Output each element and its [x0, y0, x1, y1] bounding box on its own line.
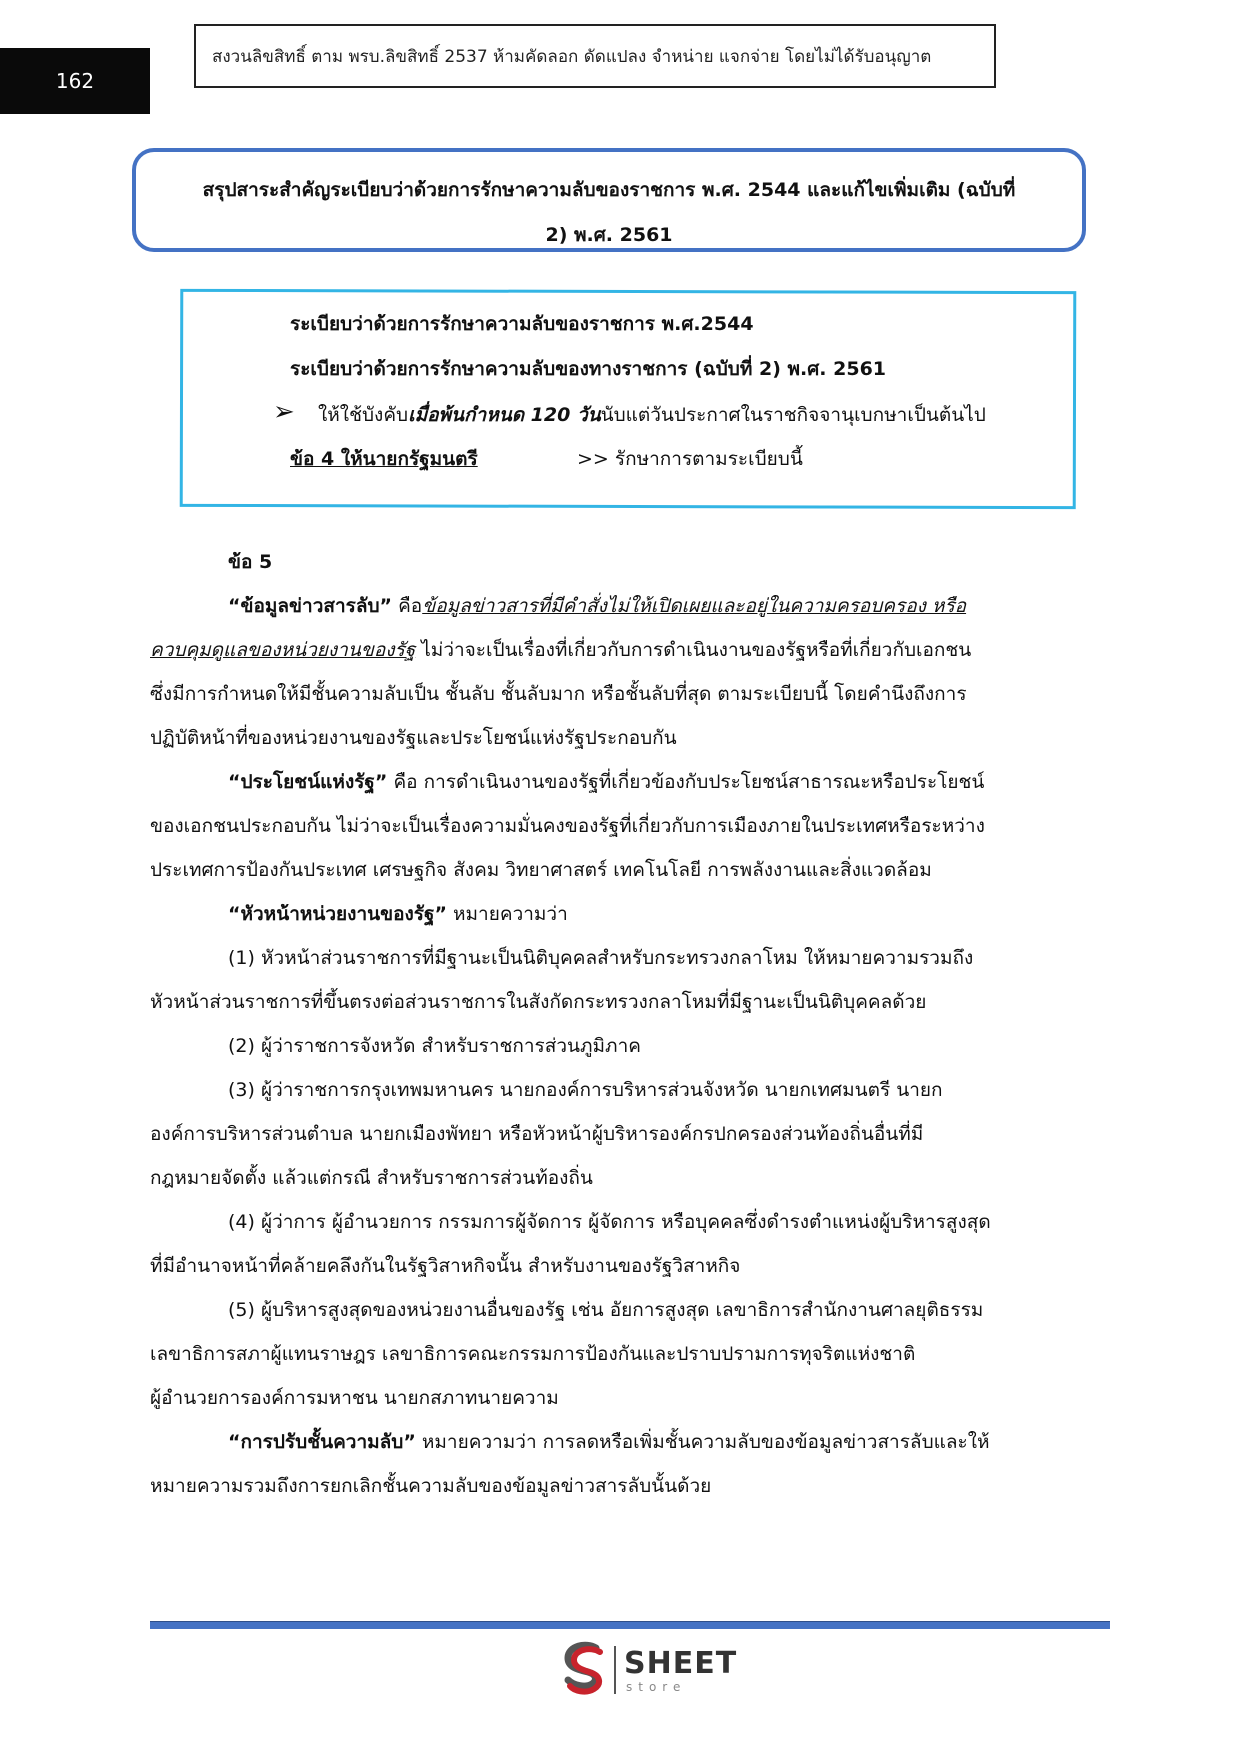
section-heading: ข้อ 5 [228, 551, 273, 573]
item-5-line-2: เลขาธิการสภาผู้แทนราษฎร เลขาธิการคณะกรรมการป้องกันและปราบปรามการทุจริตแห่งชาติ [150, 1343, 916, 1365]
item-2-line-1: (2) ผู้ว่าราชการจังหวัด สำหรับราชการส่วนภูมิภาค [228, 1035, 641, 1057]
item-3-line-3: กฎหมายจัดตั้ง แล้วแต่กรณี สำหรับราชการส่วนท้องถิ่น [150, 1167, 593, 1189]
reclassification-text-1: หมายความว่า การลดหรือเพิ่มชั้นความลับของข้อมูลข่าวสารลับและให้ [415, 1431, 990, 1453]
secret-info-rest-1: ไม่ว่าจะเป็นเรื่องที่เกี่ยวกับการดำเนินงานของรัฐหรือที่เกี่ยวกับเอกชน [415, 639, 972, 661]
secret-info-is: คือ [392, 595, 423, 617]
logo-brand-text: SHEET [624, 1646, 738, 1681]
item-1-line-2: หัวหน้าส่วนราชการที่ขึ้นตรงต่อส่วนราชการในสังกัดกระทรวงกลาโหมที่มีฐานะเป็นนิติบุคคลด้วย [150, 991, 927, 1013]
copyright-text: สงวนลิขสิทธิ์ ตาม พรบ.ลิขสิทธิ์ 2537 ห้ามคัดลอก ดัดแปลง จำหน่าย แจกจ่าย โดยไม่ได้รับอนุญาต [212, 46, 932, 67]
item-3-line-2: องค์การบริหารส่วนตำบล นายกเมืองพัทยา หรือหัวหน้าผู้บริหารองค์กรปกครองส่วนท้องถิ่นอื่นที่มี [150, 1123, 924, 1145]
secret-info-definition-line-3: ซึ่งมีการกำหนดให้มีชั้นความลับเป็น ชั้นลับ ชั้นลับมาก หรือชั้นลับที่สุด ตามระเบียบนี้ โดยคำนึงถึงการ [150, 683, 967, 705]
secret-info-definition-line-4: ปฏิบัติหน้าที่ของหน่วยงานของรัฐและประโยชน์แห่งรัฐประกอบกัน [150, 727, 677, 749]
secret-info-term: “ข้อมูลข่าวสารลับ” [228, 595, 393, 617]
item-5-line-3: ผู้อำนวยการองค์การมหาชน นายกสภาทนายความ [150, 1387, 559, 1409]
effective-date-line [318, 400, 986, 430]
regulation-2544: ระเบียบว่าด้วยการรักษาความลับของราชการ พ.ศ.2544 [290, 313, 754, 335]
effective-emphasis: เมื่อพ้นกำหนด 120 วัน [408, 404, 601, 426]
head-of-agency-line [228, 901, 1062, 927]
state-benefit-line-3: ประเทศการป้องกันประเทศ เศรษฐกิจ สังคม วิทยาศาสตร์ เทคโนโลยี การพลังงานและสิ่งแวดล้อม [150, 859, 932, 881]
head-of-agency-means: หมายความว่า [446, 903, 568, 925]
state-benefit-line-2: ของเอกชนประกอบกัน ไม่ว่าจะเป็นเรื่องความมั่นคงของรัฐที่เกี่ยวกับการเมืองภายในประเทศหรือระหว่าง [150, 815, 985, 837]
effective-prefix: ให้ใช้บังคับ [318, 404, 409, 426]
title-line-1: สรุปสาระสำคัญระเบียบว่าด้วยการรักษาความลับของราชการ พ.ศ. 2544 และแก้ไขเพิ่มเติม (ฉบับที่ [202, 179, 1016, 201]
effective-suffix: นับแต่วันประกาศในราชกิจจานุเบกษาเป็นต้นไป [600, 404, 986, 426]
head-of-agency-term: “หัวหน้าหน่วยงานของรัฐ” [228, 903, 447, 925]
page-title [132, 148, 1086, 252]
state-benefit-text-1: คือ การดำเนินงานของรัฐที่เกี่ยวข้องกับประโยชน์สาธารณะหรือประโยชน์ [387, 771, 985, 793]
arrow-bullet-icon: ➢ [273, 397, 295, 427]
item-4-line-1: (4) ผู้ว่าการ ผู้อำนวยการ กรรมการผู้จัดการ ผู้จัดการ หรือบุคคลซึ่งดำรงตำแหน่งผู้บริหารสูงสุด [228, 1211, 991, 1233]
item-4-line-2: ที่มีอำนาจหน้าที่คล้ายคลึงกันในรัฐวิสาหกิจนั้น สำหรับงานของรัฐวิสาหกิจ [150, 1255, 741, 1277]
state-benefit-line-1 [228, 769, 1062, 795]
footer-rule [150, 1621, 1110, 1629]
reclassification-term: “การปรับชั้นความลับ” [228, 1431, 416, 1453]
logo-brand-subtext: store [626, 1680, 687, 1694]
secret-info-definition-line-2 [150, 637, 1062, 663]
item-3-line-1: (3) ผู้ว่าราชการกรุงเทพมหานคร นายกองค์การบริหารส่วนจังหวัด นายกเทศมนตรี นายก [228, 1079, 943, 1101]
sheet-store-logo-icon [558, 1640, 610, 1698]
clause-4-action: >> รักษาการตามระเบียบนี้ [577, 448, 803, 470]
logo-divider [614, 1646, 616, 1694]
secret-info-def-a: ข้อมูลข่าวสารที่มีคำสั่งไม่ให้เปิดเผยและอยู่ในความครอบครอง หรือ [422, 595, 967, 617]
title-line-2: 2) พ.ศ. 2561 [545, 224, 673, 246]
state-benefit-term: “ประโยชน์แห่งรัฐ” [228, 771, 388, 793]
reclassification-line-1 [228, 1429, 1062, 1455]
copyright-notice [194, 24, 996, 88]
secret-info-definition-line-1 [228, 593, 1062, 619]
regulation-2561: ระเบียบว่าด้วยการรักษาความลับของทางราชการ (ฉบับที่ 2) พ.ศ. 2561 [290, 358, 887, 380]
clause-4-label: ข้อ 4 ให้นายกรัฐมนตรี [290, 448, 478, 470]
reclassification-line-2: หมายความรวมถึงการยกเลิกชั้นความลับของข้อมูลข่าวสารลับนั้นด้วย [150, 1475, 712, 1497]
item-1-line-1: (1) หัวหน้าส่วนราชการที่มีฐานะเป็นนิติบุคคลสำหรับกระทรวงกลาโหม ให้หมายความรวมถึง [228, 947, 974, 969]
item-5-line-1: (5) ผู้บริหารสูงสุดของหน่วยงานอื่นของรัฐ เช่น อัยการสูงสุด เลขาธิการสำนักงานศาลยุติธรรม [228, 1299, 984, 1321]
secret-info-def-b: ควบคุมดูแลของหน่วยงานของรัฐ [150, 639, 416, 661]
page-number: 162 [0, 48, 150, 114]
